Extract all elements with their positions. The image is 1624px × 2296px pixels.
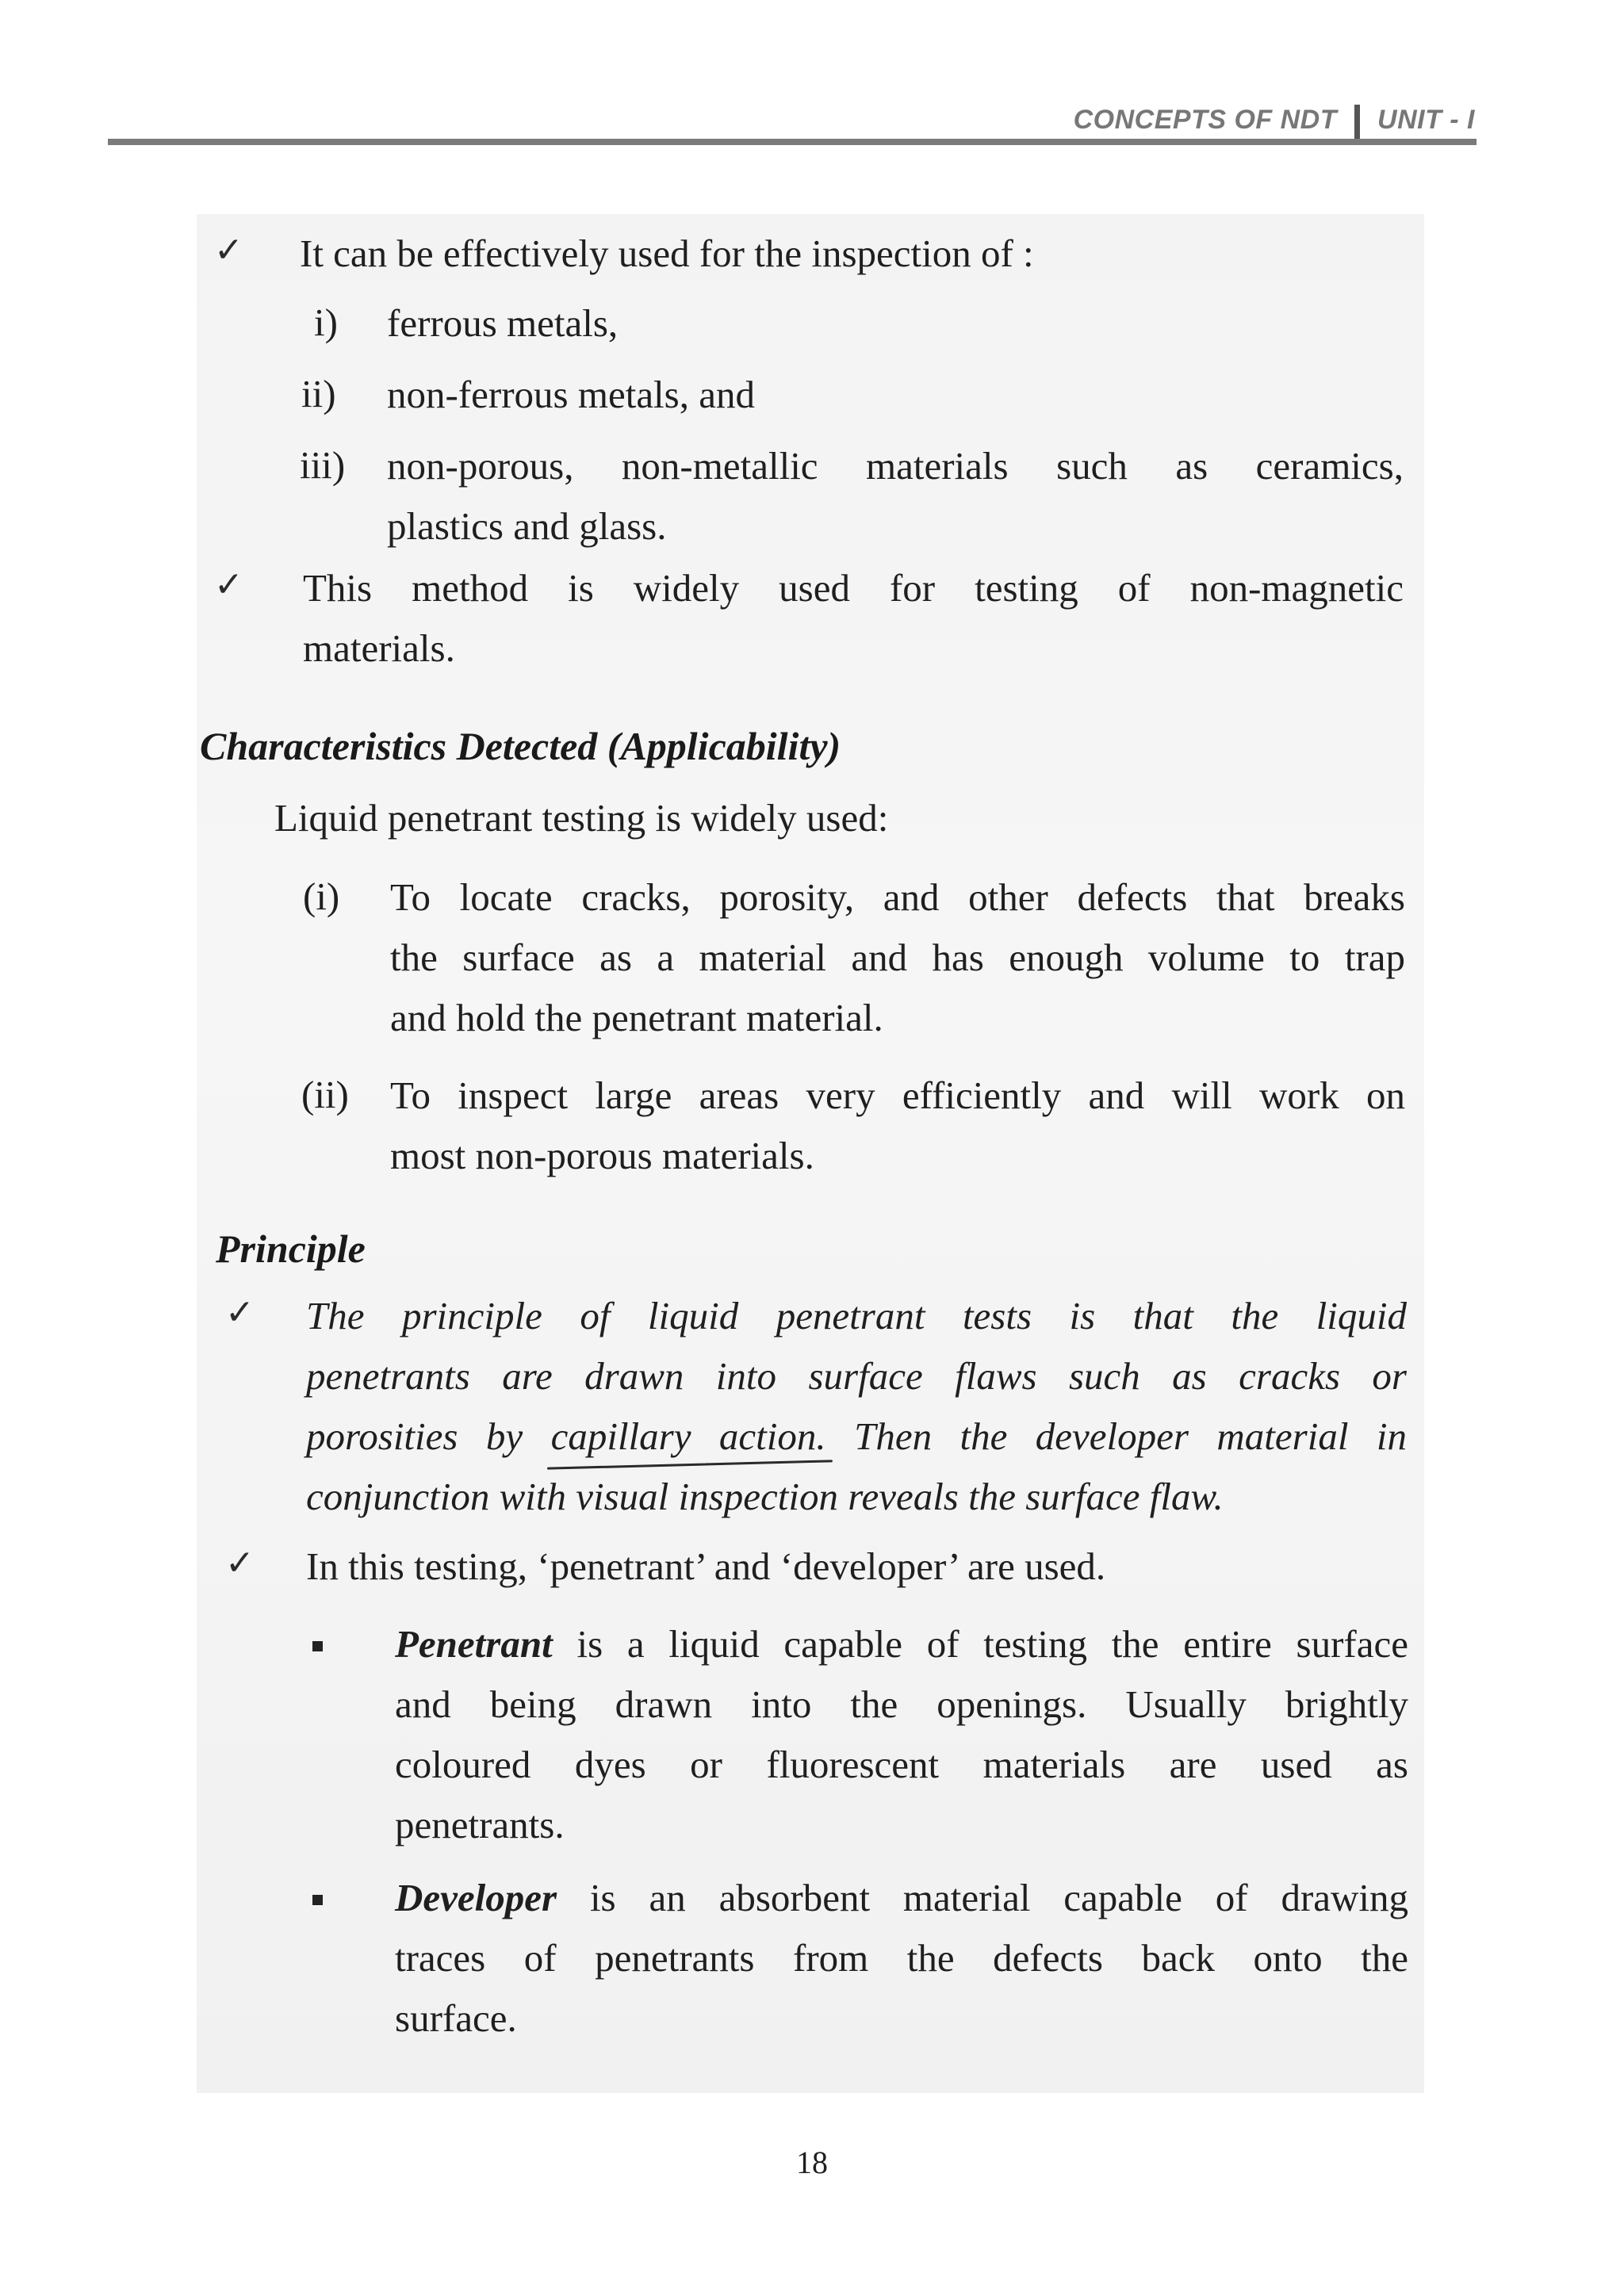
principle-text: porosities by capillary action. Then the developer material in xyxy=(306,1414,1407,1458)
header-separator xyxy=(1354,105,1360,141)
term-definition: is a liquid capable of testing the entire surface xyxy=(576,1622,1408,1666)
list-item-text: To locate cracks, porosity, and other defects that breaks xyxy=(390,875,1405,919)
list-number: ii) xyxy=(301,372,336,415)
page-number: 18 xyxy=(796,2145,828,2180)
header-unit: UNIT - I xyxy=(1377,104,1475,135)
list-number: iii) xyxy=(300,443,346,487)
list-item-text: the surface as a material and has enough volume to trap xyxy=(390,936,1405,979)
sub-item-penetrant xyxy=(395,1614,1408,1674)
running-header xyxy=(1074,101,1475,138)
header-rule xyxy=(108,139,1477,145)
list-item-text: non-porous, non-metallic materials such as ceramics, xyxy=(387,444,1404,488)
square-bullet-icon xyxy=(312,1895,323,1905)
list-number: (i) xyxy=(303,874,340,918)
list-item-text: most non-porous materials. xyxy=(390,1134,814,1177)
checkmark-icon: ✓ xyxy=(214,230,243,270)
principle-text: The principle of liquid penetrant tests is that the liquid xyxy=(306,1294,1407,1337)
section-heading-principle: Principle xyxy=(216,1226,366,1271)
principle-text: penetrants are drawn into surface flaws such as cracks or xyxy=(306,1354,1407,1398)
list-item-text: and hold the penetrant material. xyxy=(390,996,883,1039)
checkmark-icon: ✓ xyxy=(225,1543,255,1583)
sub-item-developer xyxy=(395,1868,1408,1928)
list-item-text-cont: plastics and glass. xyxy=(387,504,667,548)
intro-bullet-2: This method is widely used for testing of non-magnetic xyxy=(303,566,1404,610)
intro-bullet-2-cont: materials. xyxy=(303,626,455,670)
list-number: (ii) xyxy=(301,1073,349,1116)
principle-text: conjunction with visual inspection reveals the surface flaw. xyxy=(306,1475,1224,1518)
term-penetrant: Penetrant xyxy=(395,1622,553,1666)
list-item-text: To inspect large areas very efficiently and will work on xyxy=(390,1073,1405,1117)
list-number: i) xyxy=(314,300,338,344)
sub-item-text: surface. xyxy=(395,1996,517,2040)
term-definition: is an absorbent material capable of drawing xyxy=(589,1876,1409,1919)
list-item-text: ferrous metals, xyxy=(387,301,619,345)
list-item-text: non-ferrous metals, and xyxy=(387,373,755,416)
sub-item-text: coloured dyes or fluorescent materials are used as xyxy=(395,1743,1408,1786)
checkmark-icon: ✓ xyxy=(214,564,243,605)
square-bullet-icon xyxy=(312,1641,323,1651)
sub-item-text: penetrants. xyxy=(395,1803,565,1846)
intro-bullet-1: It can be effectively used for the inspection of : xyxy=(300,232,1034,275)
principle-bullet-2: In this testing, ‘penetrant’ and ‘developer’ are used. xyxy=(306,1544,1106,1588)
header-title: CONCEPTS OF NDT xyxy=(1073,104,1338,135)
sub-item-text: and being drawn into the openings. Usually brightly xyxy=(395,1682,1408,1726)
characteristics-lead: Liquid penetrant testing is widely used: xyxy=(274,796,889,840)
sub-item-text: traces of penetrants from the defects back onto the xyxy=(395,1936,1408,1980)
checkmark-icon: ✓ xyxy=(225,1292,255,1333)
section-heading-characteristics: Characteristics Detected (Applicability) xyxy=(200,724,841,768)
term-developer: Developer xyxy=(395,1876,557,1919)
